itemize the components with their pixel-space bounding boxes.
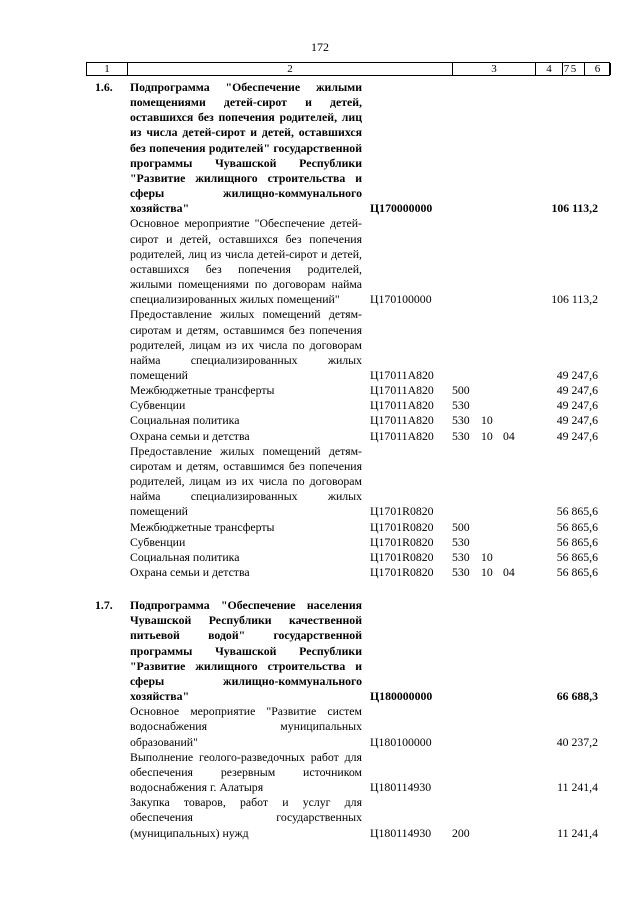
row-sum: 49 247,6 (556, 428, 598, 443)
row-sum: 49 247,6 (556, 383, 598, 398)
row-code: Ц1701R0820 (370, 519, 434, 534)
table-header (86, 62, 610, 76)
row-expense-type: 530 (452, 534, 470, 549)
page-number: 172 (311, 40, 329, 54)
row-name: Социальная политика (130, 549, 240, 564)
row-number: 1.7. (95, 598, 113, 613)
header-col-2: 2 (128, 63, 453, 75)
row-code: Ц180100000 (370, 734, 432, 749)
row-expense-type: 200 (452, 825, 470, 840)
header-col-1: 1 (87, 63, 128, 75)
header-col-5: 5 (563, 63, 585, 75)
row-name: Подпрограмма "Обеспечение жилыми помещениями детей-сирот и детей, оставшихся без попечения родителей, лиц из числа детей-сирот и детей, оставшихся без попечения родителей" государственной программы Чувашской Республики "Развитие жилищного строительства и сферы жилищно-коммунального хозяйства" (130, 80, 362, 216)
table-row (0, 704, 640, 749)
row-name: Субвенции (130, 534, 186, 549)
table-row (0, 750, 640, 795)
row-name: Охрана семьи и детства (130, 565, 250, 579)
row-sum: 56 865,6 (556, 519, 598, 534)
row-name: Основное мероприятие "Развитие систем водоснабжения муниципальных образований" (130, 704, 362, 749)
table-row (0, 398, 640, 413)
row-expense-type: 530 (452, 565, 470, 579)
row-section: 10 (481, 428, 493, 443)
row-sum: 106 113,2 (551, 292, 598, 307)
row-sum: 56 865,6 (556, 534, 598, 549)
row-code: Ц1701R0820 (370, 534, 434, 549)
row-code: Ц17011А820 (370, 398, 434, 413)
header-col-4: 4 (536, 63, 563, 75)
row-code: Ц1701R0820 (370, 504, 434, 519)
row-section: 10 (481, 549, 493, 564)
row-sum: 56 865,6 (556, 565, 598, 579)
table-row (0, 444, 640, 520)
table-row (0, 550, 640, 565)
table-row (0, 520, 640, 535)
row-subsection: 04 (503, 428, 515, 443)
row-name: Основное мероприятие "Обеспечение детей-сирот и детей, оставшихся без попечения родителей, лиц из числа детей-сирот и детей, оставшихся без попечения родителей, жилыми помещениями по договорам найма специализированных жилых помещений" (130, 216, 362, 307)
table-row (0, 307, 640, 383)
row-code: Ц17011А820 (370, 367, 434, 382)
row-name: Закупка товаров, работ и услуг для обеспечения государственных (муниципальных) нужд (130, 795, 362, 840)
row-code: Ц1701R0820 (370, 549, 434, 564)
row-name: Выполнение геолого-разведочных работ для обеспечения резервным источником водоснабжения г. Алатыря (130, 749, 362, 795)
table-row (0, 535, 640, 550)
table-row (0, 565, 640, 580)
table-row (0, 216, 640, 307)
table-row (0, 80, 640, 216)
table-row (0, 383, 640, 398)
row-code: Ц170000000 (370, 201, 433, 216)
row-sum: 56 865,6 (556, 549, 598, 564)
row-code: Ц180114930 (370, 780, 432, 795)
header-col-6: 6 (585, 63, 611, 75)
row-code: Ц170100000 (370, 292, 432, 307)
row-code: Ц180114930 (370, 825, 432, 840)
table-row (0, 598, 640, 704)
row-sum: 106 113,2 (551, 201, 598, 216)
row-name: Подпрограмма "Обеспечение населения Чувашской Республики качественной питьевой водой" государственной программы Чувашской Республики "Развитие жилищного строительства и сферы жилищно-коммунального хозяйства" (130, 598, 362, 704)
row-sum: 66 688,3 (556, 689, 598, 704)
row-expense-type: 530 (452, 549, 470, 564)
row-expense-type: 530 (452, 413, 470, 428)
table-body (0, 80, 640, 841)
row-code: Ц1701R0820 (370, 565, 434, 579)
row-name: Охрана семьи и детства (130, 428, 250, 443)
row-sum: 49 247,6 (556, 367, 598, 382)
row-code: Ц180000000 (370, 689, 433, 704)
row-sum: 49 247,6 (556, 413, 598, 428)
row-name: Предоставление жилых помещений детям-сиротам и детям, оставшимся без попечения родителей, лицам из их числа по договорам найма специализированных жилых помещений (130, 443, 362, 519)
row-name: Межбюджетные трансферты (130, 383, 275, 398)
row-name: Предоставление жилых помещений детям-сиротам и детям, оставшимся без попечения родителей, лицам из их числа по договорам найма специализированных жилых помещений (130, 307, 362, 382)
row-number: 1.6. (95, 80, 113, 94)
row-code: Ц17011А820 (370, 428, 434, 443)
row-section: 10 (481, 413, 493, 428)
table-row (0, 413, 640, 428)
section-gap (0, 580, 640, 598)
row-code: Ц17011А820 (370, 413, 434, 428)
row-expense-type: 500 (452, 519, 470, 534)
table-row (0, 795, 640, 840)
row-sum: 40 237,2 (556, 734, 598, 749)
row-expense-type: 500 (452, 383, 470, 398)
header-col-7: 7 (563, 63, 570, 75)
row-section: 10 (481, 565, 493, 579)
row-expense-type: 530 (452, 428, 470, 443)
row-subsection: 04 (503, 565, 515, 579)
header-col-3: 3 (453, 63, 536, 75)
row-expense-type: 530 (452, 398, 470, 413)
row-sum: 49 247,6 (556, 398, 598, 413)
row-sum: 56 865,6 (556, 504, 598, 519)
table-row (0, 429, 640, 444)
row-name: Межбюджетные трансферты (130, 519, 275, 534)
row-sum: 11 241,4 (557, 825, 598, 840)
row-sum: 11 241,4 (557, 780, 598, 795)
row-name: Субвенции (130, 398, 186, 413)
row-name: Социальная политика (130, 413, 240, 428)
row-code: Ц17011А820 (370, 383, 434, 398)
